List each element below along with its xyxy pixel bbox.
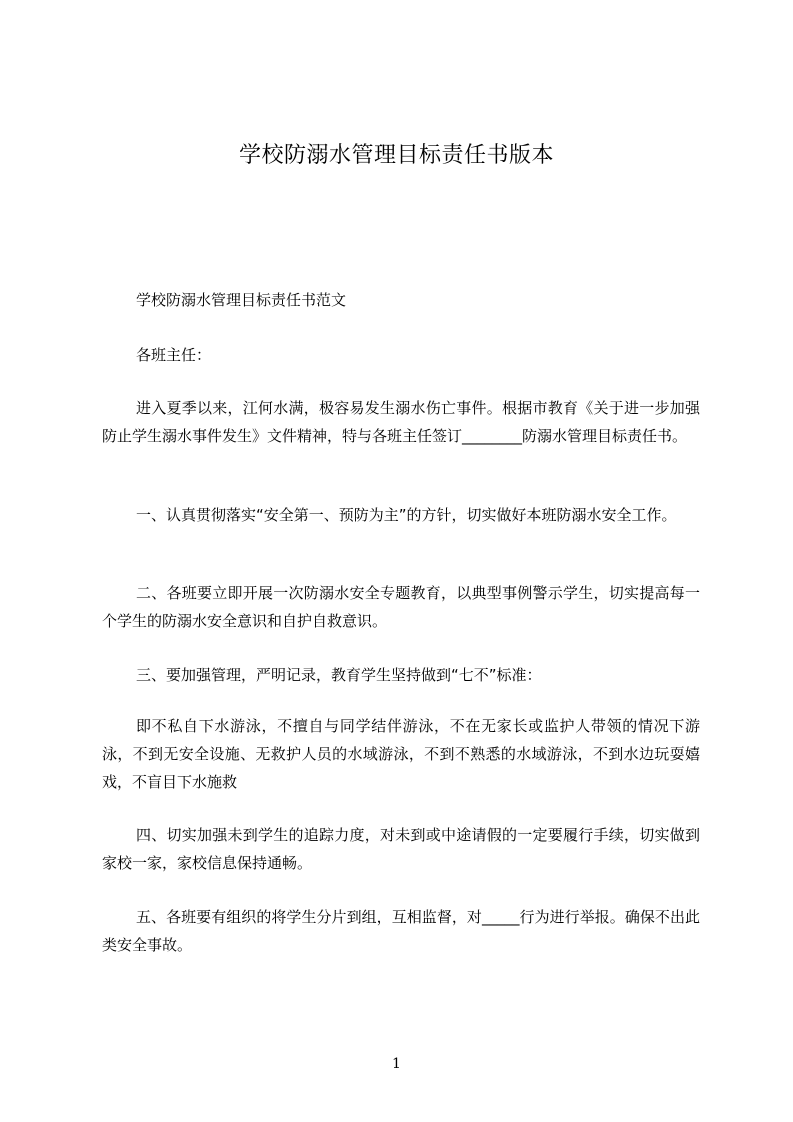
paragraph-item-3-detail: 即不私自下水游泳，不擅自与同学结伴游泳，不在无家长或监护人带领的情况下游泳，不到无安全设施、无救护人员的水域游泳，不到不熟悉的水域游泳，不到水边玩耍嬉戏，不盲目下水施救 (102, 717, 700, 791)
paragraph-intro: 进入夏季以来，江何水满，极容易发生溺水伤亡事件。根据市教育《关于进一步加强防止学生溺水事件发生》文件精神，特与各班主任签订________防溺水管理目标责任书。 (102, 399, 700, 445)
paragraph-item-4: 四、切实加强未到学生的追踪力度，对未到或中途请假的一定要履行手续，切实做到家校一家，家校信息保持通畅。 (102, 826, 700, 872)
document-title: 学校防溺水管理目标责任书版本 (238, 143, 554, 168)
paragraph-subtitle: 学校防溺水管理目标责任书范文 (136, 291, 347, 309)
paragraph-salutation: 各班主任： (136, 346, 212, 364)
paragraph-item-2: 二、各班要立即开展一次防溺水安全专题教育，以典型事例警示学生，切实提高每一个学生的防溺水安全意识和自护自救意识。 (102, 584, 700, 630)
paragraph-item-3: 三、要加强管理，严明记录，教育学生坚持做到“七不”标准： (136, 666, 542, 684)
paragraph-item-5: 五、各班要有组织的将学生分片到组，互相监督，对_____行为进行举报。确保不出此类安全事故。 (102, 908, 700, 954)
page-number: 1 (392, 1056, 401, 1072)
paragraph-item-1: 一、认真贯彻落实“安全第一、预防为主”的方针，切实做好本班防溺水安全工作。 (136, 506, 677, 524)
